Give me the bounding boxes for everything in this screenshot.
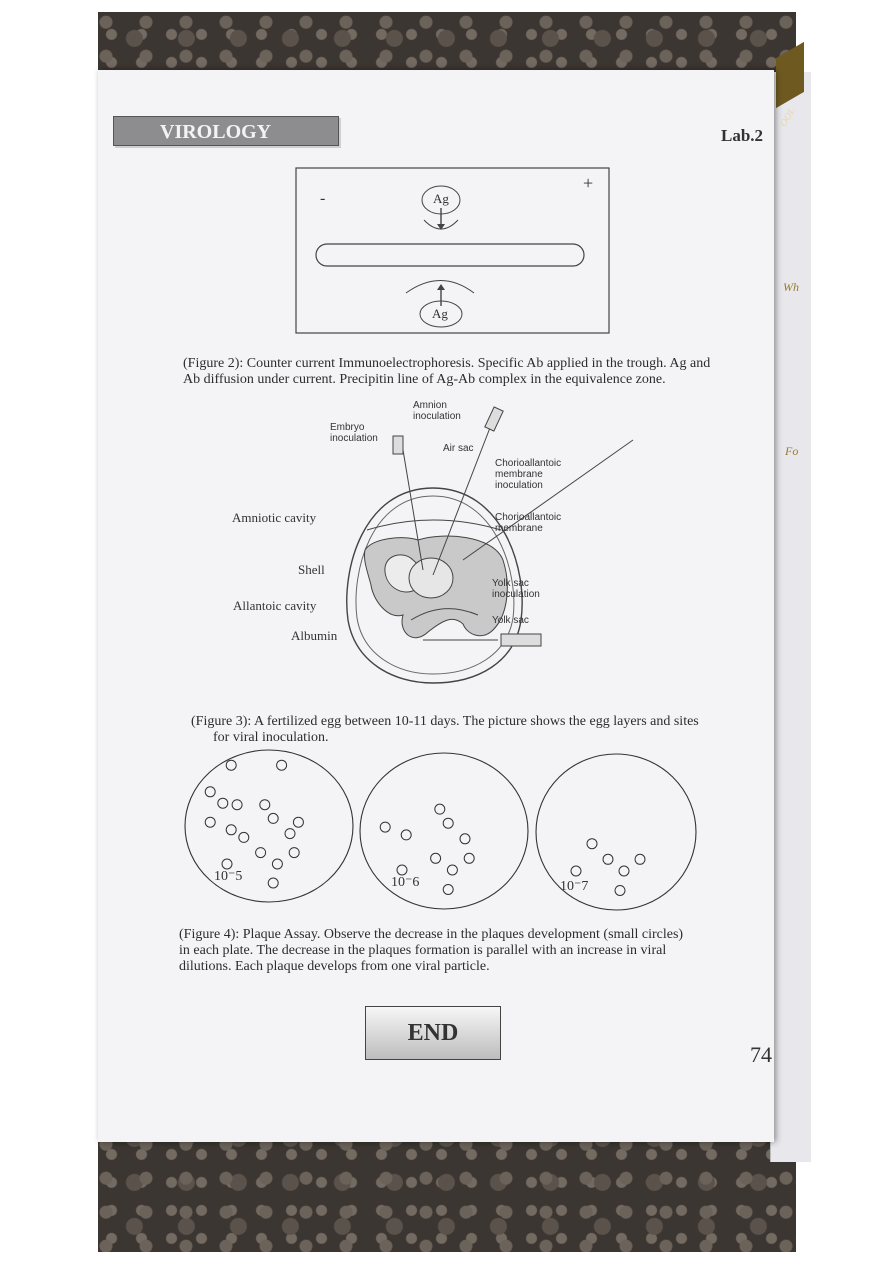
plaque <box>268 878 278 888</box>
edge-text-a: Wh <box>783 280 799 294</box>
plaque <box>218 798 228 808</box>
lab-label: Lab.2 <box>721 126 764 145</box>
label-embryo-inoculation: Embryo inoculation <box>330 422 378 444</box>
label-shell: Shell <box>298 562 325 577</box>
ag-label-bottom: Ag <box>432 306 448 321</box>
plate-dilution-3: 10⁻7 <box>560 879 589 894</box>
plaque <box>615 886 625 896</box>
plaque <box>277 760 287 770</box>
label-albumin: Albumin <box>291 628 338 643</box>
antibody-trough <box>316 244 584 266</box>
figure-4-plates <box>184 746 694 906</box>
label-cam: Chorioallantoic membrane <box>495 512 562 534</box>
plate-dilution-2: 10⁻6 <box>391 875 420 890</box>
plaque <box>289 848 299 858</box>
culture-plate-1 <box>185 750 353 902</box>
figure-3-caption-line2: for viral inoculation. <box>213 730 329 745</box>
plaque <box>571 866 581 876</box>
plaque <box>380 822 390 832</box>
minus-electrode: - <box>320 190 326 207</box>
plaque <box>587 839 597 849</box>
next-page-edge <box>770 72 811 1162</box>
ag-label-top: Ag <box>433 191 449 206</box>
plaque <box>447 865 457 875</box>
edge-text-b: Fo <box>785 444 799 458</box>
plaque <box>260 800 270 810</box>
plaque <box>460 834 470 844</box>
air-sac-line <box>367 520 501 530</box>
figure-2-caption-line1: (Figure 2): Counter current Immunoelectrophoresis. Specific Ab applied in the trough. Ag and <box>183 356 711 371</box>
photo-background <box>98 12 799 1252</box>
figure-2-caption-line2: Ab diffusion under current. Precipitin line of Ag-Ab complex in the equivalence zone. <box>183 372 666 387</box>
label-cam-inoculation: Chorioallantoic membrane inoculation <box>495 458 562 491</box>
figure-3-caption-line1: (Figure 3): A fertilized egg between 10-11 days. The picture shows the egg layers and sites <box>191 714 699 729</box>
plaque <box>226 760 236 770</box>
plus-electrode: + <box>583 173 594 193</box>
plaque <box>401 830 411 840</box>
plaque <box>205 817 215 827</box>
edge-text-c: OOL <box>778 106 798 129</box>
plaque <box>272 859 282 869</box>
plaque <box>443 885 453 895</box>
plaque <box>603 854 613 864</box>
plaque <box>205 787 215 797</box>
label-amnion-inoculation: Amnion inoculation <box>413 400 461 422</box>
plaque <box>268 813 278 823</box>
plaque <box>256 848 266 858</box>
figure-4-caption-line2: in each plate. The decrease in the plaques formation is parallel with an increase in viral <box>179 943 667 958</box>
plaque <box>226 825 236 835</box>
plaque <box>293 817 303 827</box>
figure-4-caption-line3: dilutions. Each plaque develops from one viral particle. <box>179 959 490 974</box>
section-header: VIROLOGY <box>113 116 339 146</box>
label-allantoic-cavity: Allantoic cavity <box>233 598 317 613</box>
plaque <box>435 804 445 814</box>
figure-2-diagram <box>296 168 610 334</box>
plaque <box>431 853 441 863</box>
plaque <box>232 800 242 810</box>
label-amniotic-cavity: Amniotic cavity <box>232 510 317 525</box>
plaque <box>443 818 453 828</box>
label-yolk-sac: Yolk sac <box>492 615 529 626</box>
culture-plate-2 <box>360 753 528 909</box>
plaque <box>635 854 645 864</box>
plaque <box>464 853 474 863</box>
end-box: END <box>365 1006 501 1060</box>
plaque <box>239 832 249 842</box>
figure-4-caption-line1: (Figure 4): Plaque Assay. Observe the decrease in the plaques development (small circles) <box>179 927 684 942</box>
label-yolk-sac-inoculation: Yolk sac inoculation <box>492 578 540 600</box>
document-page <box>98 70 774 1142</box>
label-air-sac: Air sac <box>443 443 474 454</box>
plaque <box>619 866 629 876</box>
plate-dilution-1: 10⁻5 <box>214 869 243 884</box>
amniotic-cavity-shape <box>409 558 453 598</box>
plaque <box>285 829 295 839</box>
page-number: 74 <box>750 1042 772 1067</box>
